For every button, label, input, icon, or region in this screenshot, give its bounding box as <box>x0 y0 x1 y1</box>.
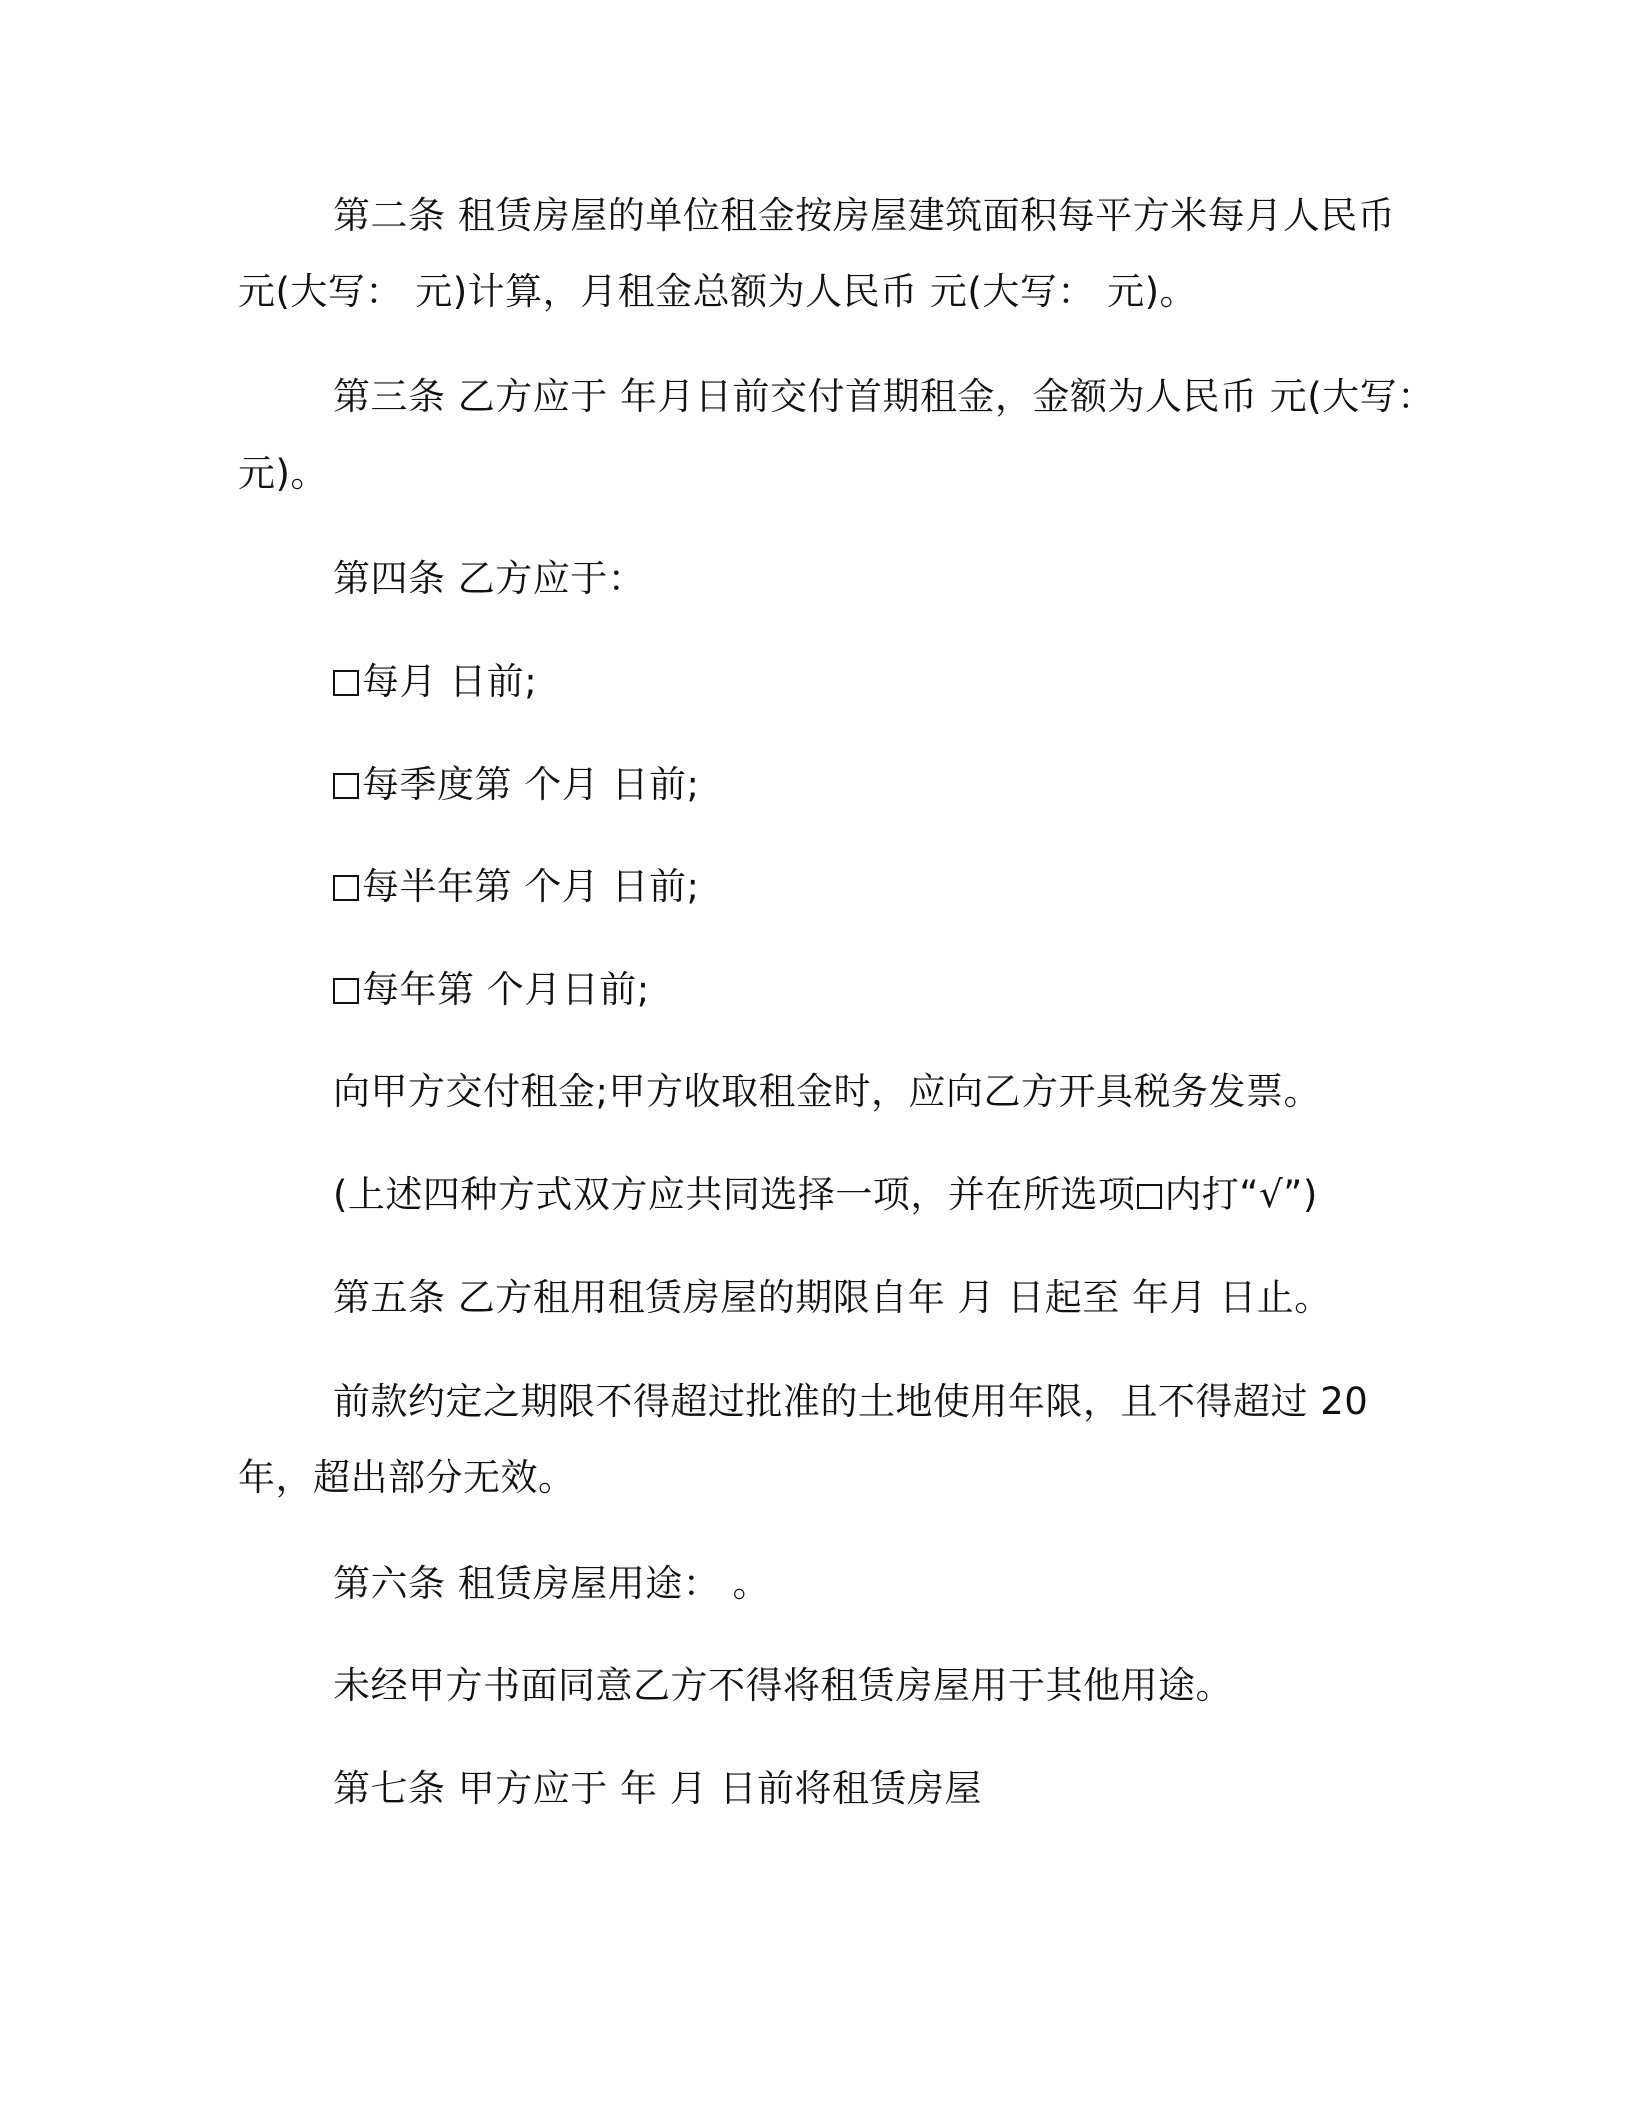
usage-restriction-line: 未经甲方书面同意乙方不得将租赁房屋用于其他用途。 <box>333 1664 1233 1707</box>
option-monthly-checkbox[interactable] <box>333 670 359 696</box>
article-6-line: 第六条 租赁房屋用途： 。 <box>333 1562 771 1605</box>
selection-note-part-2: 内打“√”) <box>1164 1173 1318 1216</box>
option-yearly-checkbox[interactable] <box>333 978 359 1004</box>
option-monthly-label: 每月 日前; <box>362 660 538 703</box>
article-3-line-1: 第三条 乙方应于 年月日前交付首期租金，金额为人民币 元(大写： <box>333 375 1435 418</box>
selection-note-checkbox <box>1137 1184 1162 1209</box>
selection-note-part-1: (上述四种方式双方应共同选择一项，并在所选项 <box>333 1173 1136 1216</box>
option-yearly <box>333 966 650 1014</box>
article-4-heading: 第四条 乙方应于： <box>333 557 646 600</box>
option-monthly <box>333 658 537 706</box>
option-quarterly-label: 每季度第 个月 日前; <box>362 763 700 806</box>
option-quarterly-checkbox[interactable] <box>333 773 359 799</box>
term-limit-line-1: 前款约定之期限不得超过批准的土地使用年限，且不得超过 20 <box>333 1380 1369 1423</box>
option-half-yearly-checkbox[interactable] <box>333 875 359 901</box>
option-half-yearly <box>333 863 700 911</box>
article-3-line-2: 元)。 <box>238 452 328 495</box>
article-7-line: 第七条 甲方应于 年 月 日前将租赁房屋 <box>333 1767 983 1810</box>
article-2-line-1: 第二条 租赁房屋的单位租金按房屋建筑面积每平方米每月人民币 <box>333 194 1396 237</box>
selection-note <box>333 1171 1318 1219</box>
article-5-line: 第五条 乙方租用租赁房屋的期限自年 月 日起至 年月 日止。 <box>333 1276 1332 1319</box>
option-yearly-label: 每年第 个月日前; <box>362 968 650 1011</box>
payment-sentence: 向甲方交付租金;甲方收取租金时，应向乙方开具税务发票。 <box>333 1070 1321 1113</box>
article-2-line-2: 元(大写： 元)计算，月租金总额为人民币 元(大写： 元)。 <box>238 270 1198 313</box>
option-quarterly <box>333 761 700 809</box>
option-half-yearly-label: 每半年第 个月 日前; <box>362 865 700 908</box>
term-limit-line-2: 年，超出部分无效。 <box>238 1456 576 1499</box>
